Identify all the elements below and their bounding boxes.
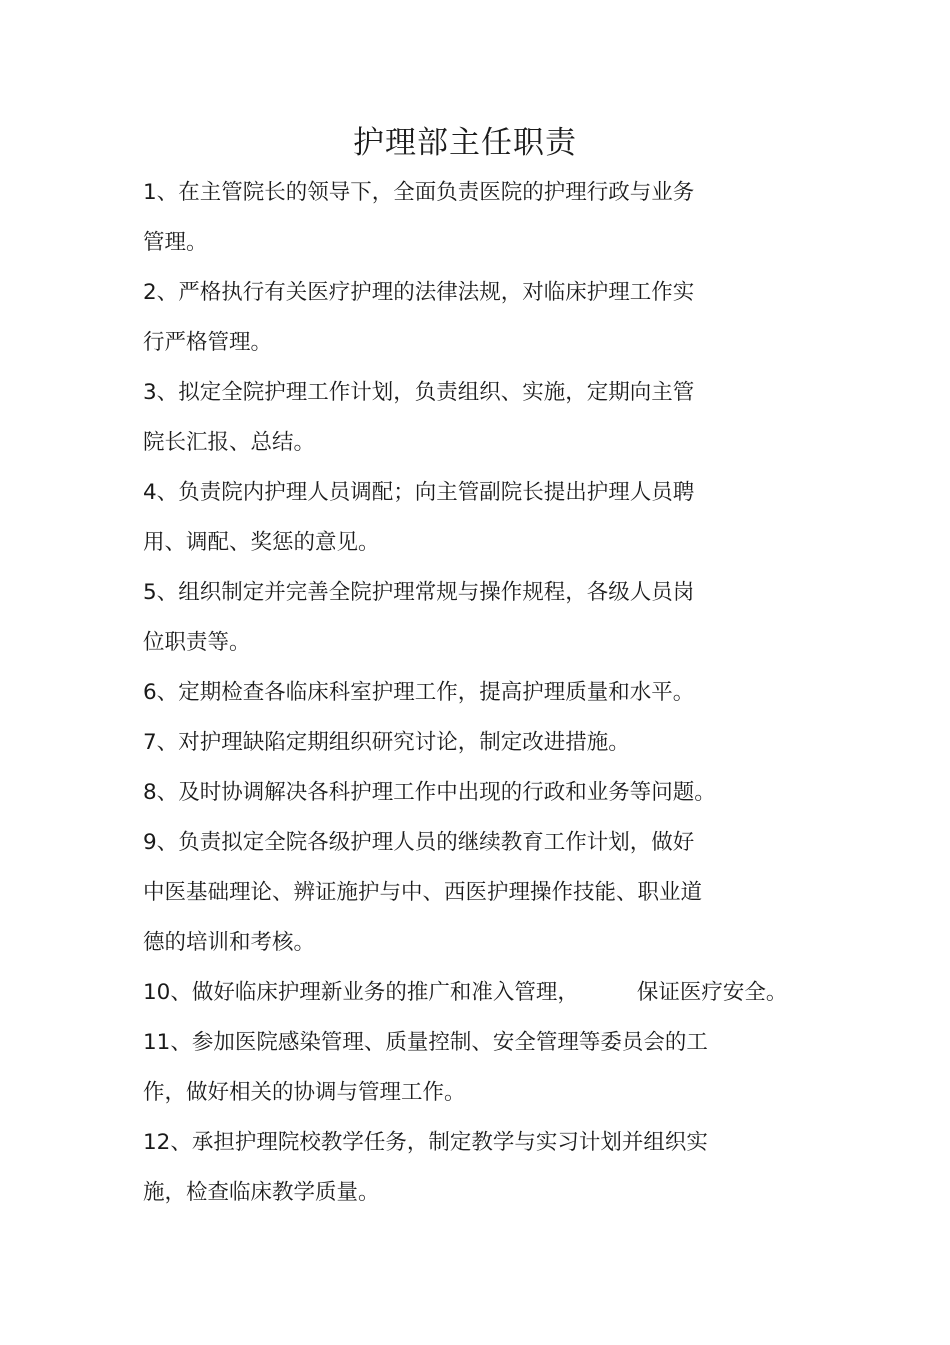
list-item-3-line-1 <box>143 368 833 418</box>
item-number: 1、 <box>143 180 179 205</box>
item-text: 施，检查临床教学质量。 <box>143 1180 380 1205</box>
item-number: 3、 <box>143 380 179 405</box>
list-item-4-line-2 <box>143 518 833 568</box>
item-text: 院长汇报、总结。 <box>143 430 316 455</box>
list-item-12-line-1 <box>143 1118 833 1168</box>
duty-list <box>143 168 833 1218</box>
item-text: 作，做好相关的协调与管理工作。 <box>143 1080 466 1105</box>
item-text: 负责拟定全院各级护理人员的继续教育工作计划，做好 <box>178 830 695 855</box>
item-text: 拟定全院护理工作计划，负责组织、实施，定期向主管 <box>178 380 695 405</box>
list-item-6-line-1 <box>143 668 833 718</box>
item-number: 9、 <box>143 830 179 855</box>
list-item-7-line-1 <box>143 718 833 768</box>
item-text: 及时协调解决各科护理工作中出现的行政和业务等问题。 <box>178 780 716 805</box>
list-item-5-line-1 <box>143 568 833 618</box>
item-text: 严格执行有关医疗护理的法律法规，对临床护理工作实 <box>178 280 695 305</box>
item-text: 负责院内护理人员调配；向主管副院长提出护理人员聘 <box>178 480 695 505</box>
item-number: 6、 <box>143 680 179 705</box>
item-text: 在主管院长的领导下，全面负责医院的护理行政与业务 <box>178 180 695 205</box>
item-number: 4、 <box>143 480 179 505</box>
list-item-1-line-1 <box>143 168 833 218</box>
item-number: 8、 <box>143 780 179 805</box>
list-item-9-line-1 <box>143 818 833 868</box>
item-text: 德的培训和考核。 <box>143 930 316 955</box>
list-item-9-line-3 <box>143 918 833 968</box>
list-item-5-line-2 <box>143 618 833 668</box>
item-text: 保证医疗安全。 <box>636 980 788 1005</box>
item-text: 做好临床护理新业务的推广和准入管理， <box>191 980 579 1005</box>
page-title: 护理部主任职责 <box>353 125 577 161</box>
list-item-11-line-2 <box>143 1068 833 1118</box>
item-number: 11、 <box>143 1030 192 1055</box>
item-number: 5、 <box>143 580 179 605</box>
item-text: 对护理缺陷定期组织研究讨论，制定改进措施。 <box>178 730 630 755</box>
list-item-12-line-2 <box>143 1168 833 1218</box>
item-number: 12、 <box>143 1130 192 1155</box>
item-text: 定期检查各临床科室护理工作，提高护理质量和水平。 <box>178 680 695 705</box>
list-item-9-line-2 <box>143 868 833 918</box>
list-item-3-line-2 <box>143 418 833 468</box>
item-text: 中医基础理论、辨证施护与中、西医护理操作技能、职业道 <box>143 880 703 905</box>
list-item-8-line-1 <box>143 768 833 818</box>
item-text: 管理。 <box>143 230 208 255</box>
item-text: 行严格管理。 <box>143 330 273 355</box>
item-number: 2、 <box>143 280 179 305</box>
item-text: 承担护理院校教学任务，制定教学与实习计划并组织实 <box>191 1130 708 1155</box>
list-item-10-line-1 <box>143 968 833 1018</box>
list-item-11-line-1 <box>143 1018 833 1068</box>
list-item-2-line-1 <box>143 268 833 318</box>
item-text: 组织制定并完善全院护理常规与操作规程，各级人员岗 <box>178 580 695 605</box>
item-text: 位职责等。 <box>143 630 251 655</box>
list-item-4-line-1 <box>143 468 833 518</box>
item-text: 用、调配、奖惩的意见。 <box>143 530 380 555</box>
item-number: 7、 <box>143 730 179 755</box>
item-text: 参加医院感染管理、质量控制、安全管理等委员会的工 <box>191 1030 708 1055</box>
list-item-1-line-2 <box>143 218 833 268</box>
item-number: 10、 <box>143 980 192 1005</box>
list-item-2-line-2 <box>143 318 833 368</box>
